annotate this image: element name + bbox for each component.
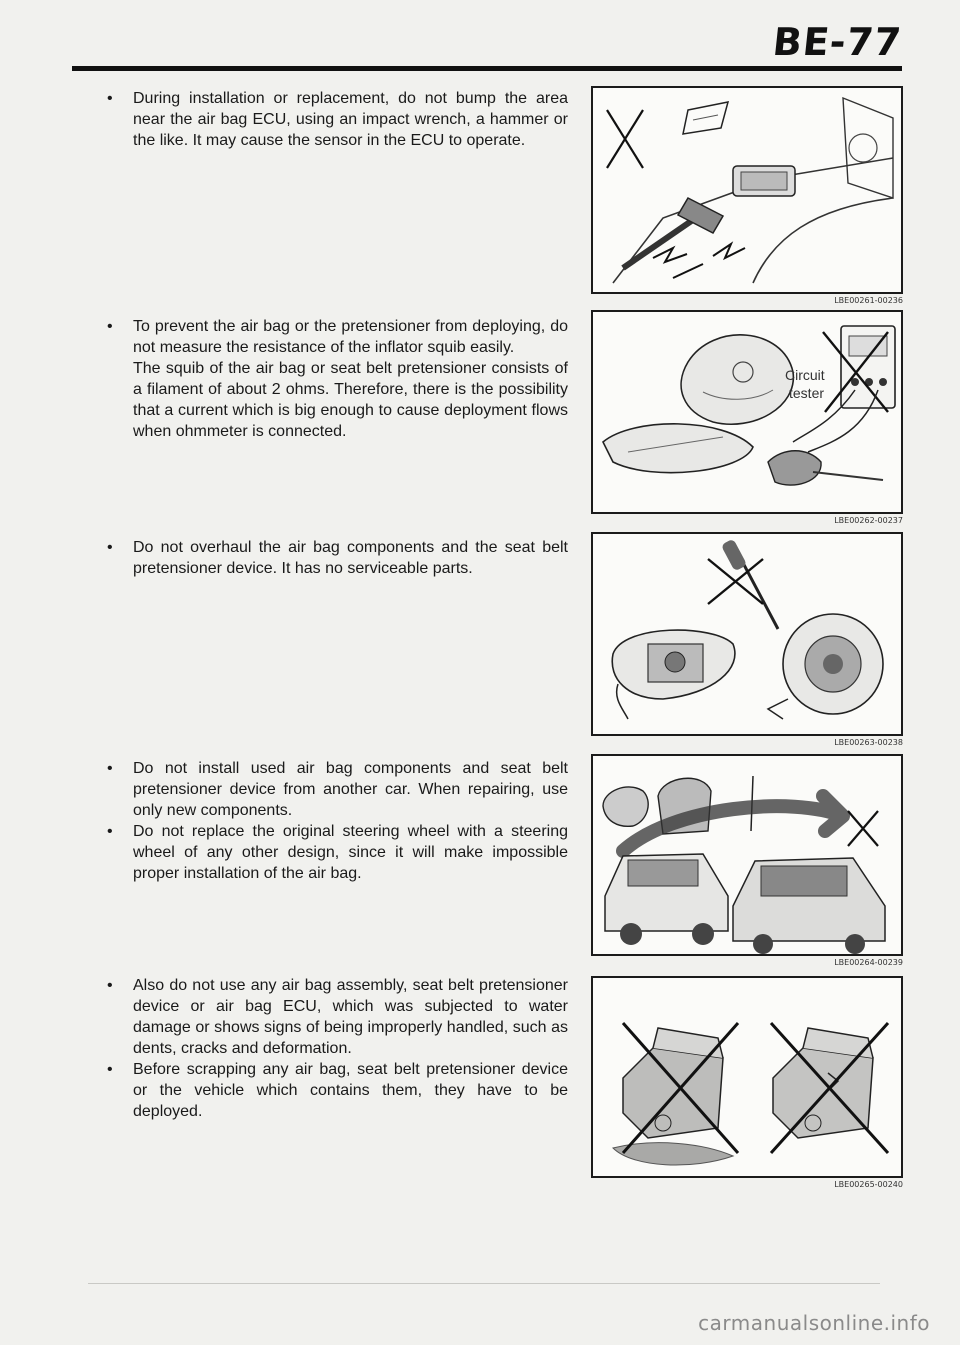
watermark: carmanualsonline.info [698, 1311, 930, 1335]
instruction-section-1 [98, 88, 568, 151]
figure-caption: LBE00262-00237 [834, 516, 903, 525]
instruction-section-5 [98, 975, 568, 1122]
instruction-section-3 [98, 537, 568, 579]
figure-no-used-parts [591, 754, 903, 967]
page-number: BE-77 [771, 20, 905, 64]
overhaul-illustration [593, 534, 901, 734]
cars-illustration [593, 756, 901, 954]
bullet-item [98, 821, 568, 884]
bullet-dot: • [107, 977, 113, 994]
figure-frame [591, 976, 903, 1178]
hammer-ecu-illustration [593, 88, 901, 292]
bullet-item [98, 1059, 568, 1122]
scan-line [88, 1283, 880, 1284]
instruction-section-4 [98, 758, 568, 884]
bullet-item [98, 758, 568, 821]
figure-frame [591, 310, 903, 514]
instruction-text: Also do not use any air bag assembly, seat belt pretensioner device or air bag ECU, which was subjected to water damage or shows signs of being improperly handled, such as dents, cracks and deformation. [133, 977, 568, 1057]
instruction-section-2 [98, 316, 568, 442]
bullet-dot: • [107, 539, 113, 556]
figure-frame [591, 532, 903, 736]
instruction-text: Before scrapping any air bag, seat belt pretensioner device or the vehicle which contains them, they have to be deployed. [133, 1061, 568, 1120]
bullet-dot: • [107, 1061, 113, 1078]
header-rule [72, 66, 902, 71]
circuit-tester-illustration [593, 312, 901, 512]
bullet-dot: • [107, 318, 113, 335]
figure-caption: LBE00264-00239 [834, 958, 903, 967]
bullet-item [98, 537, 568, 579]
figure-caption: LBE00263-00238 [834, 738, 903, 747]
figure-caption: LBE00261-00236 [834, 296, 903, 305]
bullet-item [98, 316, 568, 442]
water-damage-illustration [593, 978, 901, 1176]
bullet-dot: • [107, 90, 113, 107]
figure-caption: LBE00265-00240 [834, 1180, 903, 1189]
figure-ecu-impact [591, 86, 903, 305]
figure-circuit-tester [591, 310, 903, 525]
instruction-text: Do not replace the original steering wheel with a steering wheel of any other design, since it will make impossible proper installation of the air bag. [133, 823, 568, 882]
bullet-dot: • [107, 823, 113, 840]
instruction-text: The squib of the air bag or seat belt pretensioner consists of a filament of about 2 ohms. Therefore, there is the possibility that a current which is big enough to cause deployment flows when ohmmeter is connected. [133, 360, 568, 440]
bullet-item [98, 975, 568, 1059]
instruction-text: During installation or replacement, do not bump the area near the air bag ECU, using an impact wrench, a hammer or the like. It may cause the sensor in the ECU to operate. [133, 90, 568, 149]
bullet-item [98, 88, 568, 151]
tester-label-line1: Circuit [785, 367, 825, 383]
instruction-text: To prevent the air bag or the pretensioner from deploying, do not measure the resistance of the inflator squib easily. [133, 318, 568, 356]
instruction-text: Do not overhaul the air bag components and the seat belt pretensioner device. It has no serviceable parts. [133, 539, 568, 577]
figure-no-overhaul [591, 532, 903, 747]
bullet-dot: • [107, 760, 113, 777]
instruction-text: Do not install used air bag components and seat belt pretensioner device from another car. When repairing, use only new components. [133, 760, 568, 819]
figure-frame [591, 86, 903, 294]
figure-frame [591, 754, 903, 956]
tester-label-line2: tester [789, 385, 825, 401]
figure-water-damage [591, 976, 903, 1189]
